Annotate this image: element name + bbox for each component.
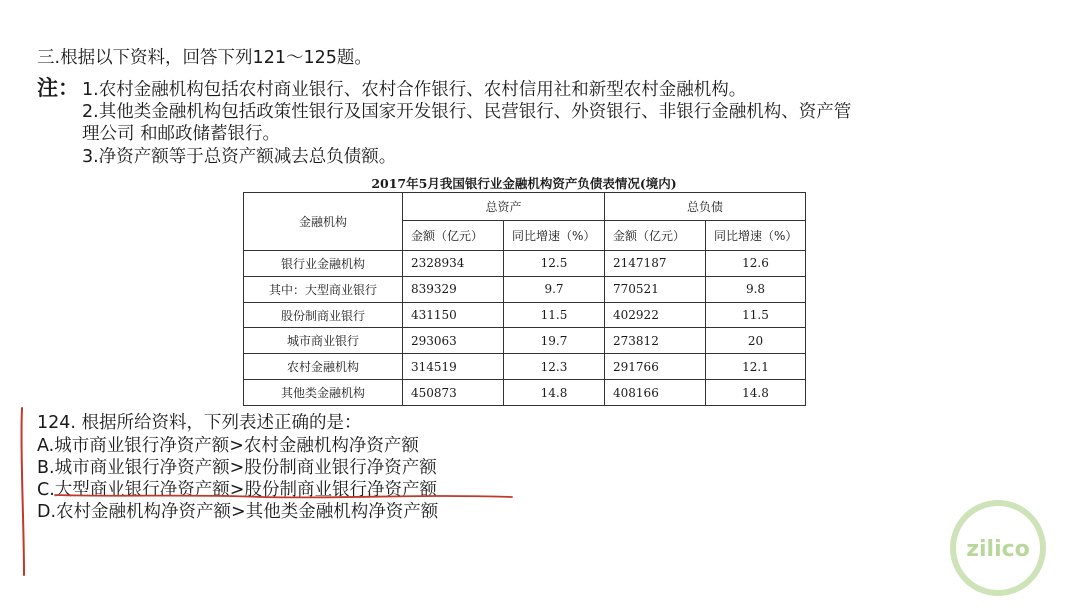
question-124-stem: 124. 根据所给资料，下列表述正确的是： bbox=[37, 413, 362, 433]
balance-sheet-table bbox=[243, 192, 806, 406]
note-3: 3.净资产额等于总资产额减去总负债额。 bbox=[82, 147, 397, 167]
liab-growth: 12.6 bbox=[706, 251, 806, 277]
option-a: A.城市商业银行净资产额>农村金融机构净资产额 bbox=[37, 436, 419, 456]
liab-growth: 9.8 bbox=[706, 276, 806, 302]
zilico-logo bbox=[946, 498, 1050, 602]
header-liab-growth: 同比增速（%） bbox=[706, 221, 806, 251]
header-total-assets: 总资产 bbox=[403, 193, 605, 221]
assets-growth: 12.3 bbox=[504, 354, 605, 380]
table-row bbox=[244, 380, 806, 406]
header-total-liabilities: 总负债 bbox=[605, 193, 806, 221]
assets-growth: 11.5 bbox=[504, 302, 605, 328]
assets-amount: 431150 bbox=[403, 302, 504, 328]
liab-amount: 273812 bbox=[605, 328, 706, 354]
liab-amount: 291766 bbox=[605, 354, 706, 380]
liab-amount: 2147187 bbox=[605, 251, 706, 277]
header-assets-growth: 同比增速（%） bbox=[504, 221, 605, 251]
assets-growth: 9.7 bbox=[504, 276, 605, 302]
assets-amount: 293063 bbox=[403, 328, 504, 354]
svg-text:zilico: zilico bbox=[966, 537, 1030, 562]
liab-growth: 12.1 bbox=[706, 354, 806, 380]
note-1: 1.农村金融机构包括农村商业银行、农村合作银行、农村信用社和新型农村金融机构。 bbox=[82, 80, 747, 100]
liab-growth: 11.5 bbox=[706, 302, 806, 328]
table-row bbox=[244, 328, 806, 354]
header-institution: 金融机构 bbox=[244, 193, 403, 251]
row-name: 其他类金融机构 bbox=[244, 380, 403, 406]
assets-amount: 839329 bbox=[403, 276, 504, 302]
liab-growth: 20 bbox=[706, 328, 806, 354]
liab-growth: 14.8 bbox=[706, 380, 806, 406]
assets-growth: 14.8 bbox=[504, 380, 605, 406]
liab-amount: 408166 bbox=[605, 380, 706, 406]
table-row bbox=[244, 251, 806, 277]
row-name: 城市商业银行 bbox=[244, 328, 403, 354]
option-d: D.农村金融机构净资产额>其他类金融机构净资产额 bbox=[37, 502, 439, 522]
row-name: 股份制商业银行 bbox=[244, 302, 403, 328]
note-2: 2.其他类金融机构包括政策性银行及国家开发银行、民营银行、外资银行、非银行金融机构、资产管 bbox=[82, 102, 852, 122]
table-row bbox=[244, 302, 806, 328]
assets-amount: 450873 bbox=[403, 380, 504, 406]
table-title: 2017年5月我国银行业金融机构资产负债表情况(境内) bbox=[371, 176, 677, 191]
table-row bbox=[244, 354, 806, 380]
header-liab-amount: 金额（亿元） bbox=[605, 221, 706, 251]
assets-growth: 19.7 bbox=[504, 328, 605, 354]
assets-amount: 2328934 bbox=[403, 251, 504, 277]
assets-amount: 314519 bbox=[403, 354, 504, 380]
question-title: 三.根据以下资料，回答下列121～125题。 bbox=[37, 48, 372, 68]
row-name: 银行业金融机构 bbox=[244, 251, 403, 277]
row-name: 农村金融机构 bbox=[244, 354, 403, 380]
note-prefix: 注： bbox=[37, 76, 79, 100]
option-b: B.城市商业银行净资产额>股份制商业银行净资产额 bbox=[37, 458, 437, 478]
margin-red-line bbox=[21, 408, 24, 575]
note-2-continued: 理公司 和邮政储蓄银行。 bbox=[82, 124, 281, 144]
liab-amount: 770521 bbox=[605, 276, 706, 302]
assets-growth: 12.5 bbox=[504, 251, 605, 277]
row-name: 其中：大型商业银行 bbox=[244, 276, 403, 302]
liab-amount: 402922 bbox=[605, 302, 706, 328]
header-assets-amount: 金额（亿元） bbox=[403, 221, 504, 251]
table-row bbox=[244, 276, 806, 302]
option-c: C.大型商业银行净资产额>股份制商业银行净资产额 bbox=[37, 480, 437, 500]
